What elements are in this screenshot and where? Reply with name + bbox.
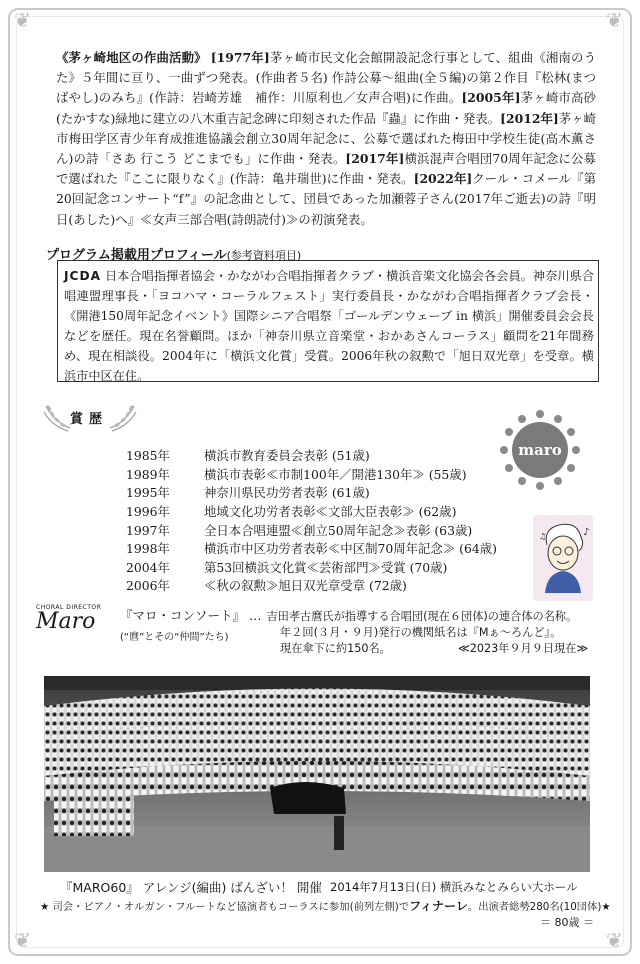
award-row [126,576,497,595]
award-text: 横浜市教育委員会表彰 (51歳) [204,448,370,464]
profile-text [64,266,594,386]
award-row [126,483,497,502]
consort-desc: 吉田孝古麿氏が指導する合唱団(現在６団体)の連合体の名称。 [266,610,578,623]
corner-ornament-icon: ❦ [606,8,623,32]
year-2005: [2005年] [461,90,521,106]
composition-paragraph [56,48,596,230]
profile-body: 日本合唱指揮者協会・かながわ合唱指揮者クラブ・横浜音楽文化協会各会員。神奈川県合唱連盟理事長・「ヨコハマ・コーラルフェスト」実行委員長・かながわ合唱指揮者クラブ会長・《開港150周年記念イベント》国際シニア合唱祭「ゴールデンウェーブ in 横浜」開催委員会会長などを歴任。現在名誉顧問。ほか「神奈川県立音楽堂・おかあさんコーラス」顧問を21年間務め、現在相談役。2004年に「横浜文化賞」受賞。2006年秋の叙勲で「旭日双光章」を受章。横浜市中区在住。 [64,269,595,383]
award-row [126,539,497,558]
award-row [126,446,497,465]
maro-logo [498,408,582,492]
award-year: 1995年 [126,485,170,501]
text-2022: クール・コメール『第20回記念コンサート“f”』の記念曲として、団員であった加瀬蓉子さん(2017年ご逝去)の詩『明日(あした)へ』≪女声三部合唱(詩朗読付)≫の初演発表。 [56,171,596,227]
consort-newsletter: 年２回(３月・９月)発行の機関紙名は『Mぁ～ろんど』。 [280,626,562,639]
year-2022: [2022年] [413,171,473,187]
profile-heading-text: プログラム掲載用プロフィール [46,248,227,263]
consort-ellipsis: … [249,608,263,623]
signature-name: Maro [36,609,96,634]
text-2005: 茅ヶ崎市高砂(たかすな)緑地に建立の八木重吉記念碑に印刻された作品『蟲』に作曲・発表。 [56,90,597,126]
jcda-logo: JCDA [64,269,102,283]
composition-heading: 《茅ヶ崎地区の作曲活動》 [56,50,207,65]
corner-ornament-icon: ❦ [14,8,31,32]
corner-ornament-icon: ❦ [14,928,31,952]
text-2017: 横浜混声合唱団70周年記念に公募で選ばれた『ここに限りなく』(作詩：亀井瑞世)に作曲・発表。 [56,151,596,187]
caption-date-venue: 2014年7月13日(日) 横浜みなとみらい大ホール [330,880,578,894]
maro-logo-text: maro [518,441,562,459]
signature-top-text: CHORAL DIRECTOR [36,604,102,611]
caption-count: 。出演者総勢280名(10団体)★ [467,901,611,913]
award-row [126,465,497,484]
award-row [126,520,497,539]
svg-text:♫: ♫ [539,532,547,541]
caption-note-text: ★ 司会・ピアノ・オルガン・フルートなど協演者もコーラスに参加(前列左側)で [40,901,410,913]
consort-title-line [120,606,577,624]
award-year: 1989年 [126,466,170,482]
award-year: 1996年 [126,504,170,520]
award-year: 2006年 [126,578,170,594]
consort-membership: 現在傘下に約150名。 [280,642,391,655]
choral-director-signature [36,604,116,633]
consort-as-of-date: ≪2023年９月９日現在≫ [458,642,589,655]
consort-title: 『マロ・コンソート』 [120,608,246,623]
text-1977: 茅ヶ崎市民文化会館開設記念行事として、組曲《湘南のうた》５年間に亘り、一曲ずつ発表。(作曲者５名) 作詩公募～組曲(全５編)の第２作目『松林(まつばやし)のみち』(作詩：岩崎芳雄 補作：川原利也／女声合唱)に作曲。 [56,50,596,106]
caption-title: 『MARO60』 アレンジ(編曲) ばんざい！ 開催 [60,880,322,895]
consort-subtitle: (“麿”とその“仲間”たち) [120,632,229,643]
award-row [126,502,497,521]
award-text: ≪秋の叙勲≫旭日双光章受章 (72歳) [204,578,407,594]
svg-text:♪: ♪ [583,527,590,538]
award-text: 全日本合唱連盟≪創立50周年記念≫表彰 (63歳) [204,522,473,538]
award-year: 1997年 [126,522,170,538]
profile-subheading: (参考資料項目) [226,249,302,262]
award-text: 横浜市中区功労者表彰≪中区制70周年記念≫ (64歳) [204,541,497,557]
choir-photo [44,676,590,872]
award-text: 横浜市表彰≪市制100年／開港130年≫ (55歳) [204,466,467,482]
award-text: 神奈川県民功労者表彰 (61歳) [204,485,370,501]
award-year: 1985年 [126,448,170,464]
awards-heading [40,400,140,434]
corner-ornament-icon: ❦ [606,928,623,952]
year-2017: [2017年] [345,151,405,167]
award-text: 地域文化功労者表彰≪文部大臣表彰≫ (62歳) [204,504,457,520]
award-year: 2004年 [126,559,170,575]
conductor-caricature [533,515,593,601]
text-2012: 茅ヶ崎市梅田学区青少年育成推進協議会創立30周年記念に、公募で選ばれた梅田中学校生徒(高木薫さん)の詩「さあ 行こう どこまでも」に作曲・発表。 [56,110,597,167]
award-text: 第53回横浜文化賞≪芸術部門≫受賞 (70歳) [204,559,448,575]
awards-list [126,446,497,595]
page-number: ＝ 80歳 ＝ [540,916,594,929]
awards-heading-text: 賞歴 [70,412,109,427]
caption-finale: フィナーレ [409,899,468,913]
year-2012: [2012年] [500,110,559,126]
award-year: 1998年 [126,541,170,557]
caption-note [40,897,611,914]
year-1977: [1977年] [210,50,270,65]
award-row [126,558,497,577]
